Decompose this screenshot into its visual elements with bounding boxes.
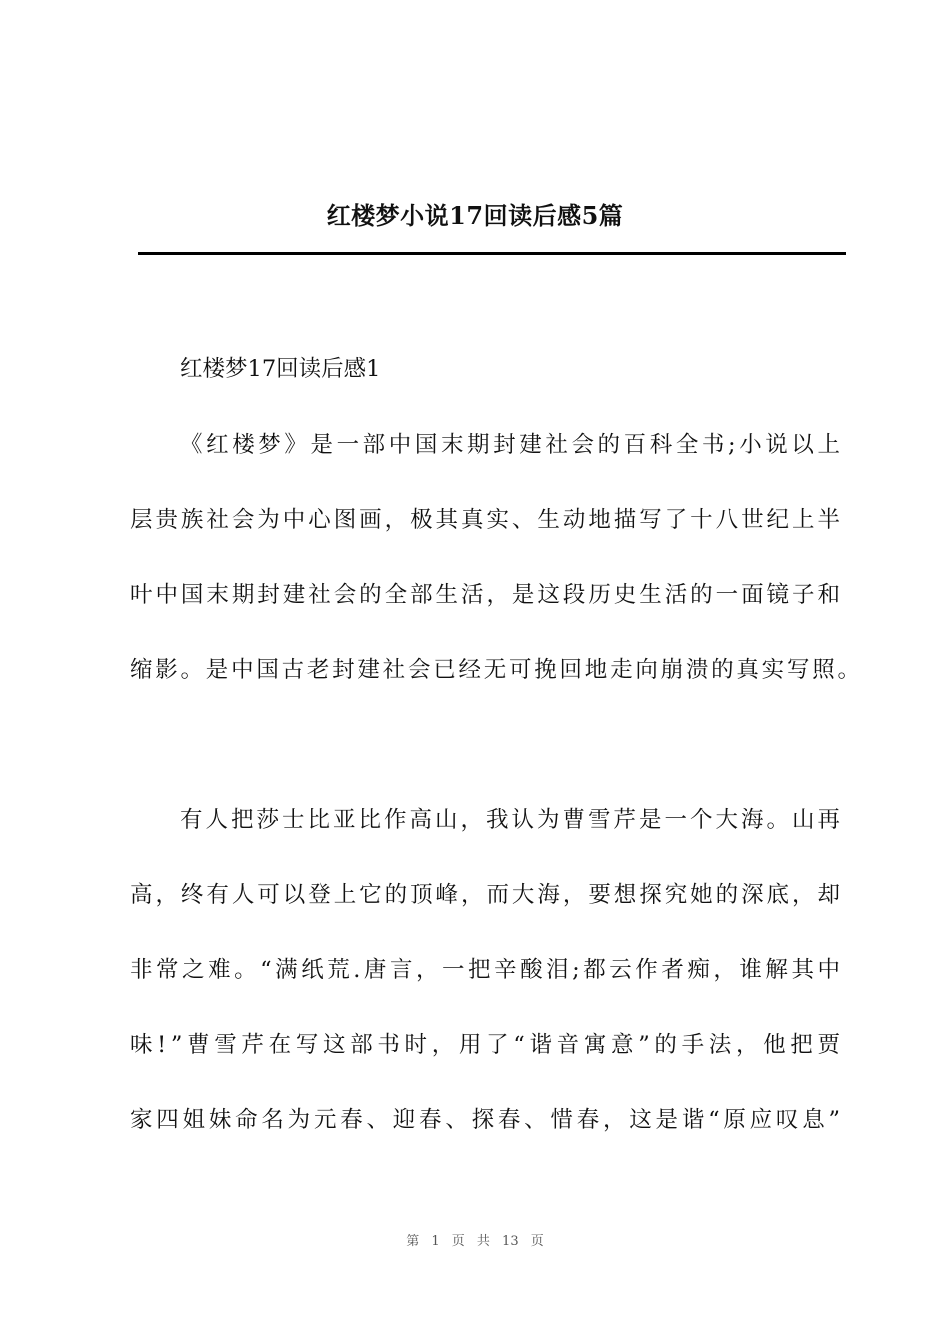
document-title: 红楼梦小说17回读后感5篇 xyxy=(326,201,624,230)
paragraph-1-line-2: 层贵族社会为中心图画，极其真实、生动地描写了十八世纪上半 xyxy=(130,507,843,533)
paragraph-2-line-2: 高，终有人可以登上它的顶峰，而大海，要想探究她的深底，却 xyxy=(130,882,843,908)
title-underline xyxy=(138,252,846,255)
paragraph-2-line-1: 有人把莎士比亚比作高山，我认为曹雪芹是一个大海。山再 xyxy=(180,807,843,833)
paragraph-1-line-1: 《红楼梦》是一部中国末期封建社会的百科全书;小说以上 xyxy=(180,432,844,458)
page-number-footer: 第 1 页 共 13 页 xyxy=(406,1234,544,1249)
paragraph-2-line-4: 味!”曹雪芹在写这部书时，用了“谐音寓意”的手法，他把贾 xyxy=(130,1032,845,1058)
section-heading: 红楼梦17回读后感1 xyxy=(180,356,381,382)
paragraph-2-line-3: 非常之难。“满纸荒.唐言，一把辛酸泪;都云作者痴，谁解其中 xyxy=(130,957,844,983)
paragraph-2-line-5: 家四姐妹命名为元春、迎春、探春、惜春，这是谐“原应叹息” xyxy=(130,1107,844,1133)
paragraph-1-line-4: 缩影。是中国古老封建社会已经无可挽回地走向崩溃的真实写照。 xyxy=(130,657,863,683)
paragraph-1-line-3: 叶中国末期封建社会的全部生活，是这段历史生活的一面镜子和 xyxy=(130,582,843,608)
